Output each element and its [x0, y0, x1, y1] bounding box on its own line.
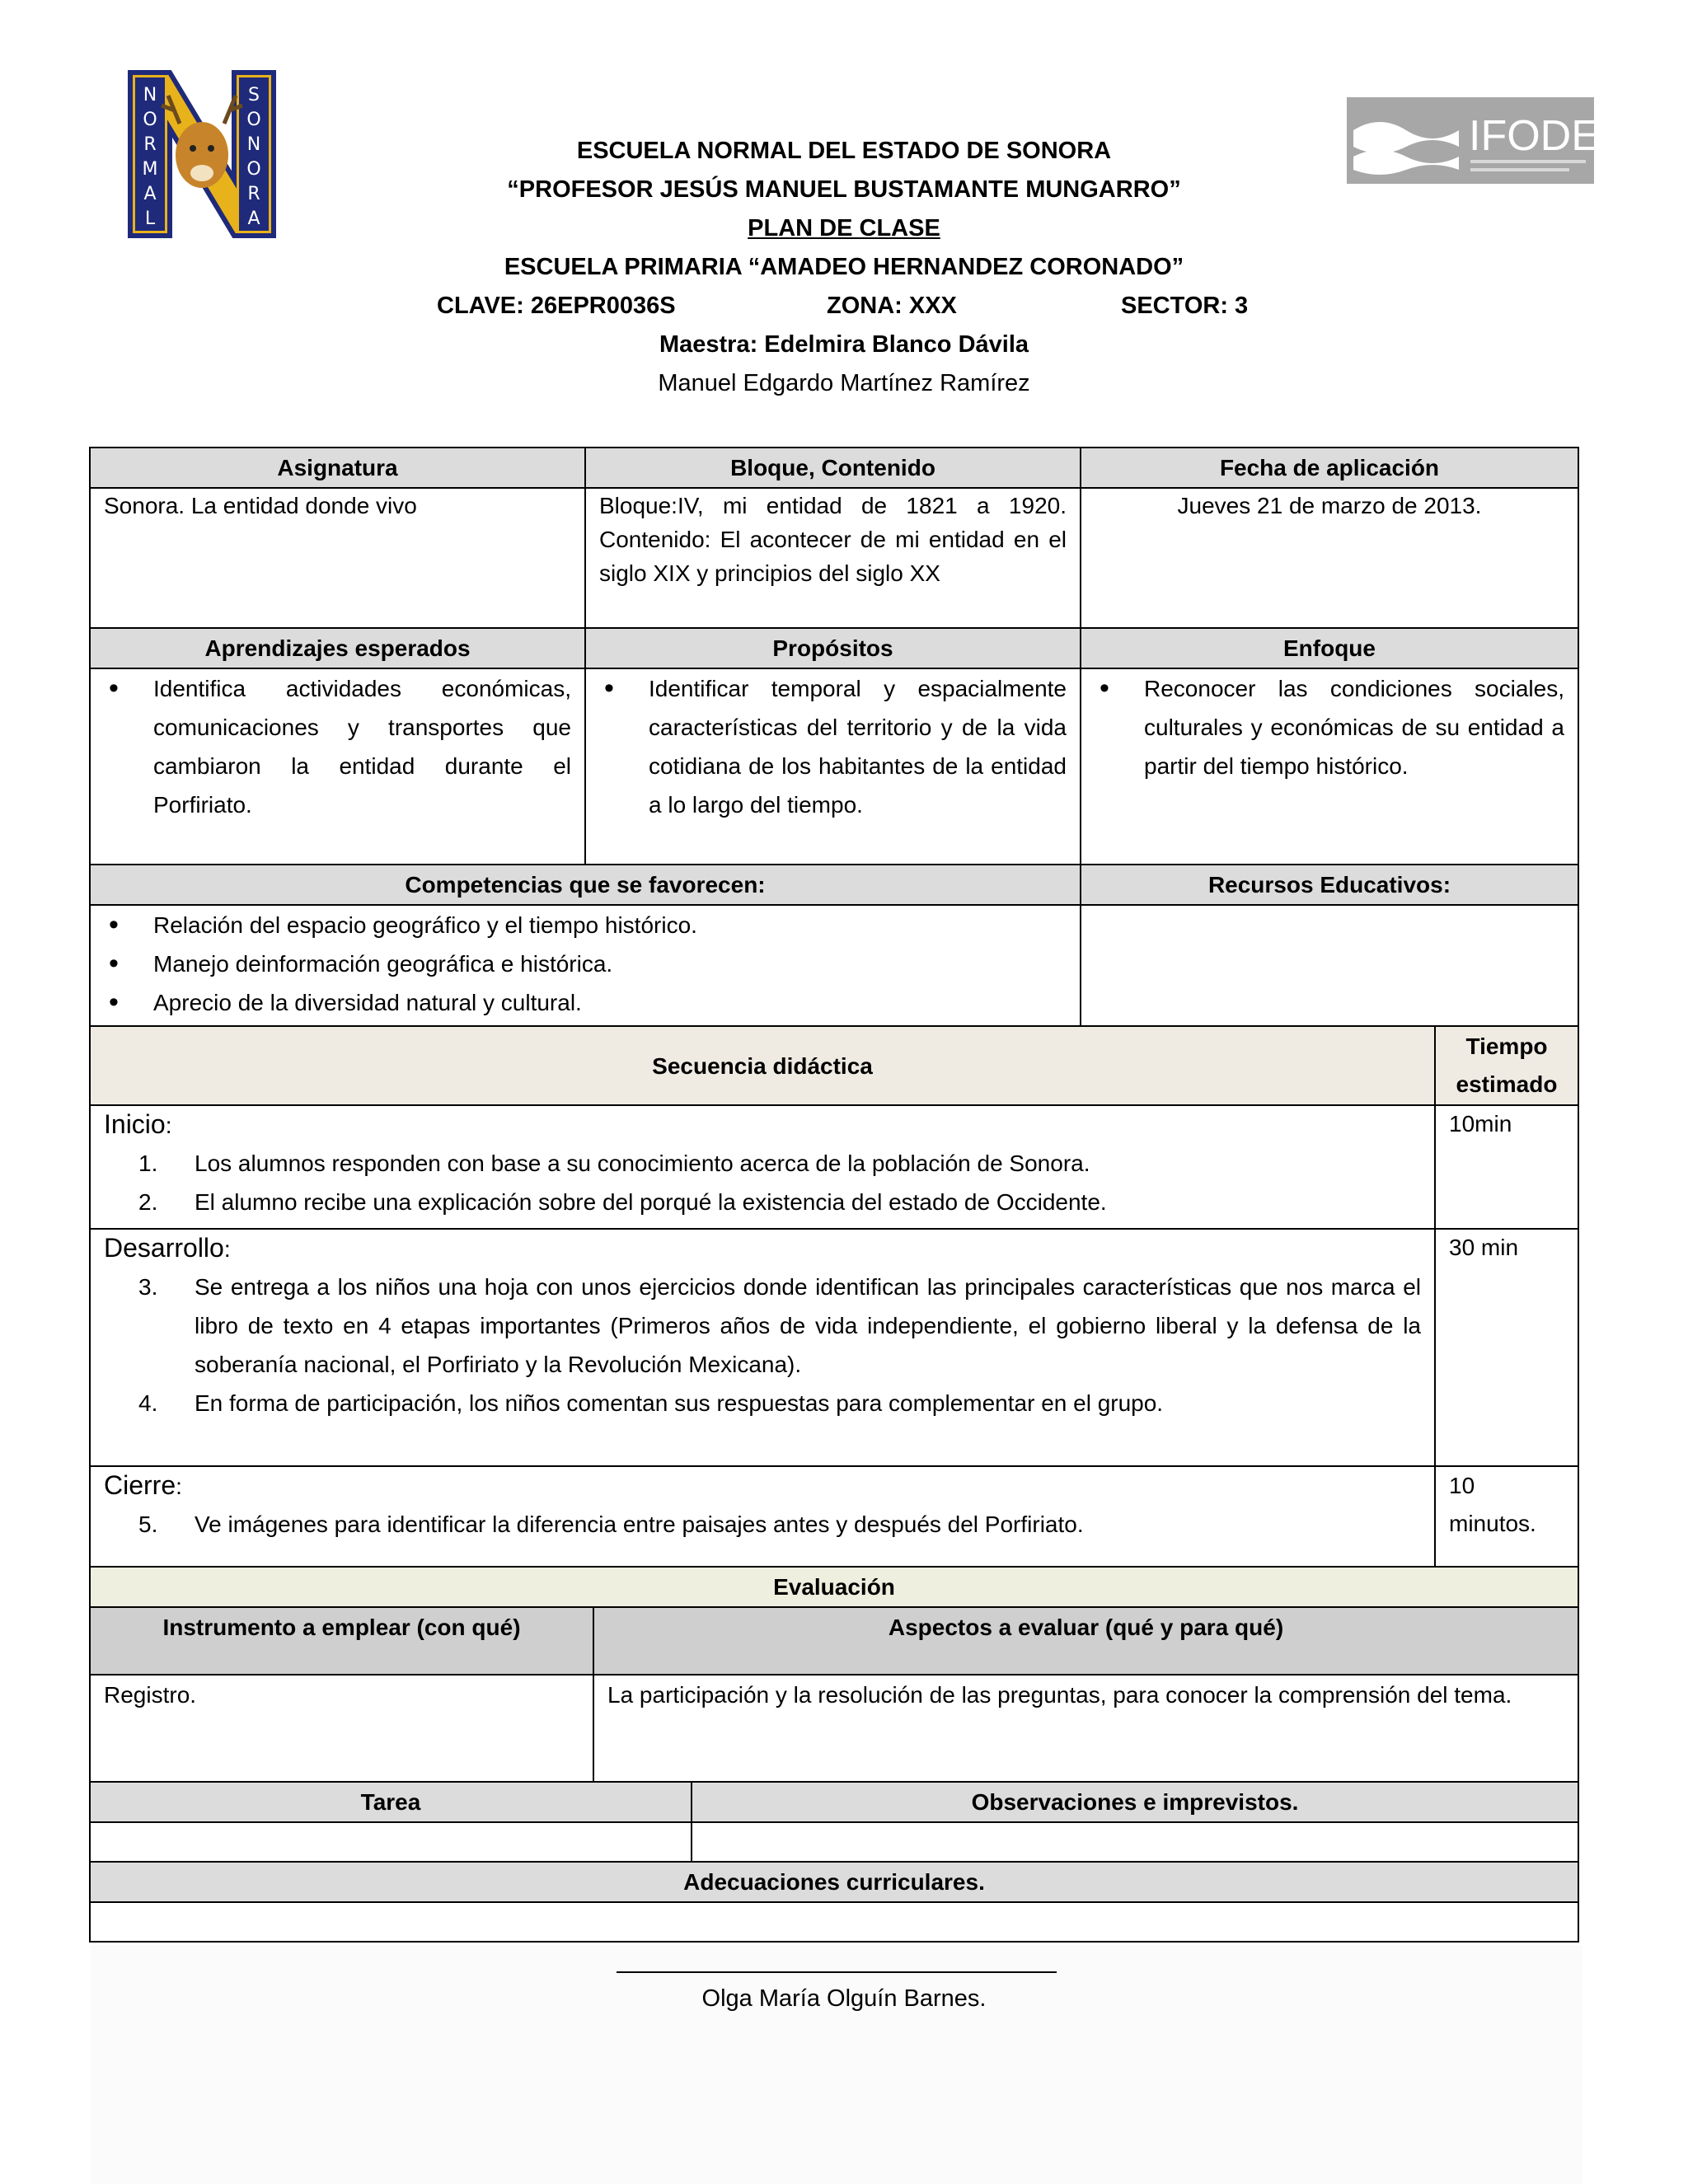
desarrollo-step [104, 1268, 1421, 1384]
step-text: En forma de participación, los niños comentan sus respuestas para complementar en el grupo. [195, 1390, 1164, 1416]
zona-text: ZONA: XXX [827, 293, 957, 319]
inicio-step [104, 1183, 1421, 1221]
bloque-header: Bloque, Contenido [585, 448, 1081, 488]
step-number: 3. [138, 1274, 158, 1300]
bloque-cell [585, 488, 1081, 628]
desarrollo-time: 30 min [1435, 1229, 1578, 1466]
competencia-item: • Aprecio de la diversidad natural y cultural. [104, 983, 1067, 1022]
plan-title-text: PLAN DE CLASE [748, 215, 940, 241]
bloque-value: Bloque:IV, mi entidad de 1821 a 1920. Contenido: El acontecer de mi entidad en el siglo XIX y principios del siglo XX [599, 493, 1067, 586]
logo-letter-L: L [144, 209, 156, 229]
logo-letter-N: N [143, 85, 157, 105]
cierre-time: 10 minutos. [1435, 1466, 1578, 1567]
instrument-header: Instrumento a emplear (con qué) [90, 1607, 593, 1675]
aprendizajes-cell [90, 668, 585, 865]
observaciones-header: Observaciones e imprevistos. [692, 1782, 1578, 1822]
signature-name: Olga María Olguín Barnes. [701, 1985, 987, 2012]
observaciones-cell [692, 1822, 1578, 1862]
fecha-value: Jueves 21 de marzo de 2013. [1177, 493, 1482, 518]
cierre-title-text: Cierre [104, 1470, 176, 1500]
step-text: El alumno recibe una explicación sobre del porqué la existencia del estado de Occidente. [195, 1189, 1107, 1215]
professor-name: “PROFESOR JESÚS MANUEL BUSTAMANTE MUNGARRO” [507, 176, 1181, 203]
time-header: Tiempo estimado [1435, 1026, 1578, 1105]
instrument-cell: Registro. [90, 1675, 593, 1782]
tarea-cell [90, 1822, 692, 1862]
step-number: 5. [138, 1511, 158, 1537]
recursos-cell [1081, 905, 1578, 1027]
cierre-cell [90, 1466, 1435, 1567]
enfoque-item: • Reconocer las condiciones sociales, culturales y económicas de su entidad a partir del tiempo histórico. [1095, 669, 1564, 785]
evaluation-table [89, 1566, 1579, 1943]
sequence-header: Secuencia didáctica [90, 1026, 1435, 1105]
propositos-item: • Identificar temporal y espacialmente características del territorio y de la vida cotidiana de los habitantes de la entidad a lo largo del tiempo. [599, 669, 1067, 824]
evaluation-header: Evaluación [90, 1567, 1578, 1607]
adecuaciones-header: Adecuaciones curriculares. [90, 1862, 1578, 1902]
propositos-cell [585, 668, 1081, 865]
student-name: Manuel Edgardo Martínez Ramírez [658, 370, 1030, 396]
competencias-cell [90, 905, 1081, 1027]
logo-letter-M: M [142, 159, 158, 180]
enfoque-header: Enfoque [1081, 628, 1578, 668]
step-number: 1. [138, 1151, 158, 1176]
logo-letter-O2: O [246, 110, 261, 130]
aprendizajes-item: • Identifica actividades económicas, comunicaciones y transportes que cambiaron la entidad durante el Porfiriato. [104, 669, 571, 824]
fecha-cell [1081, 488, 1578, 628]
sequence-table [89, 1025, 1579, 1568]
cierre-step [104, 1505, 1421, 1544]
signature-line [617, 1971, 1057, 1973]
competencia-item: • Relación del espacio geográfico y el tiempo histórico. [104, 906, 1067, 944]
clave-text: CLAVE: 26EPR0036S [437, 293, 676, 319]
plan-table-general [89, 447, 1579, 1028]
competencias-header: Competencias que se favorecen: [90, 865, 1081, 905]
clave-row [0, 287, 1688, 326]
logo-letter-O: O [143, 110, 157, 130]
step-text: Los alumnos responden con base a su conocimiento acerca de la población de Sonora. [195, 1151, 1090, 1176]
step-text: Se entrega a los niños una hoja con unos ejercicios donde identifican las principales características que nos marca el libro de texto en 4 etapas importantes (Primeros años de vida independiente, el gobierno liberal y la defensa de la soberanía nacional, el Porfiriato y la Revolución Mexicana). [195, 1274, 1421, 1377]
step-number: 2. [138, 1189, 158, 1215]
recursos-header: Recursos Educativos: [1081, 865, 1578, 905]
primary-school: ESCUELA PRIMARIA “AMADEO HERNANDEZ CORONADO” [504, 254, 1184, 280]
inicio-cell [90, 1105, 1435, 1229]
cierre-title: Cierre: [104, 1470, 182, 1500]
step-number: 4. [138, 1390, 158, 1416]
school-name: ESCUELA NORMAL DEL ESTADO DE SONORA [576, 138, 1112, 164]
document-header [0, 132, 1688, 403]
tarea-header: Tarea [90, 1782, 692, 1822]
desarrollo-step [104, 1384, 1421, 1422]
enfoque-cell [1081, 668, 1578, 865]
logo-letter-R2: R [247, 184, 260, 204]
logo-letter-N2: N [246, 134, 261, 155]
desarrollo-cell [90, 1229, 1435, 1466]
logo-letter-A2: A [247, 209, 260, 229]
plan-title [0, 209, 1688, 248]
logo-letter-R: R [143, 134, 157, 155]
desarrollo-title: Desarrollo: [104, 1233, 231, 1263]
adecuaciones-cell [90, 1902, 1578, 1942]
logo-letter-S: S [248, 85, 260, 105]
fecha-header: Fecha de aplicación [1081, 448, 1578, 488]
inicio-title-text: Inicio [104, 1109, 166, 1139]
aspects-header: Aspectos a evaluar (qué y para qué) [593, 1607, 1578, 1675]
propositos-header: Propósitos [585, 628, 1081, 668]
inicio-time: 10min [1435, 1105, 1578, 1229]
inicio-step [104, 1144, 1421, 1183]
aspects-cell: La participación y la resolución de las preguntas, para conocer la comprensión del tema. [593, 1675, 1578, 1782]
desarrollo-title-text: Desarrollo [104, 1233, 224, 1263]
ifodes-text: IFODES [1469, 112, 1629, 160]
inicio-title: Inicio: [104, 1109, 172, 1139]
teacher-name: Maestra: Edelmira Blanco Dávila [659, 331, 1029, 358]
logo-letter-A: A [143, 184, 157, 204]
asignatura-value: Sonora. La entidad donde vivo [104, 493, 417, 518]
sector-text: SECTOR: 3 [1121, 293, 1249, 319]
logo-letter-O3: O [246, 159, 261, 180]
asignatura-cell [90, 488, 585, 628]
competencia-item: • Manejo deinformación geográfica e histórica. [104, 944, 1067, 983]
asignatura-header: Asignatura [90, 448, 585, 488]
step-text: Ve imágenes para identificar la diferencia entre paisajes antes y después del Porfiriato. [195, 1511, 1084, 1537]
aprendizajes-header: Aprendizajes esperados [90, 628, 585, 668]
